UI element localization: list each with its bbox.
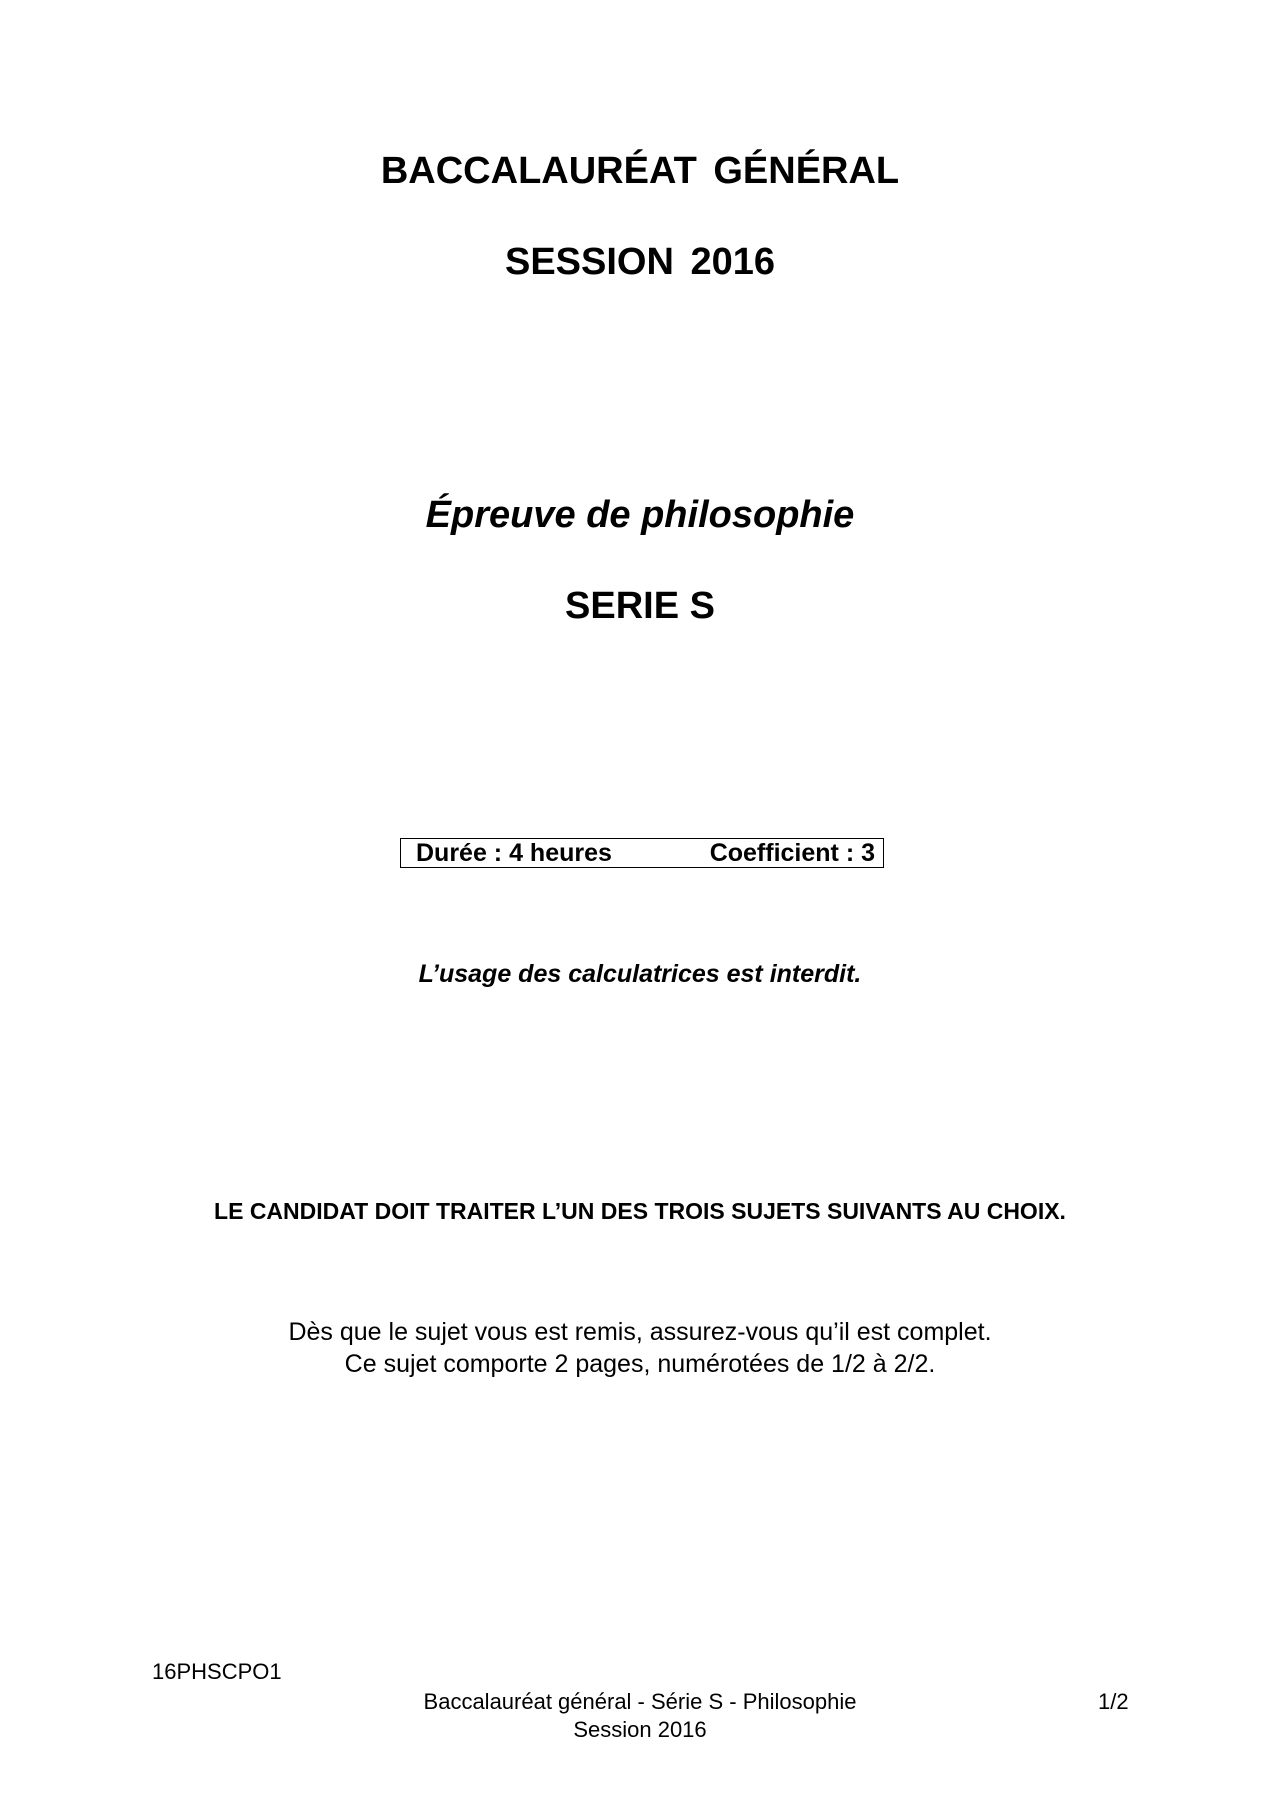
exam-title: BACCALAURÉAT GÉNÉRAL bbox=[380, 150, 900, 192]
footer-exam-name: Baccalauréat général - Série S - Philosophie bbox=[423, 1689, 857, 1714]
completeness-notice-line2: Ce sujet comporte 2 pages, numérotées de 1/2 à 2/2. bbox=[344, 1350, 936, 1378]
duration-label: Durée : 4 heures bbox=[416, 839, 612, 867]
page-number: 1/2 bbox=[1098, 1689, 1129, 1714]
candidate-instruction: LE CANDIDAT DOIT TRAITER L’UN DES TROIS SUJETS SUIVANTS AU CHOIX. bbox=[214, 1198, 1066, 1224]
calculator-notice: L’usage des calculatrices est interdit. bbox=[418, 960, 862, 988]
footer-session: Session 2016 bbox=[573, 1717, 707, 1742]
session-title: SESSION 2016 bbox=[504, 241, 776, 283]
coefficient-label: Coefficient : 3 bbox=[709, 839, 875, 867]
completeness-notice-line1: Dès que le sujet vous est remis, assurez-vous qu’il est complet. bbox=[288, 1318, 992, 1346]
duration-coefficient-box bbox=[400, 838, 884, 868]
exam-series: SERIE S bbox=[565, 585, 715, 627]
exam-subject: Épreuve de philosophie bbox=[425, 494, 855, 536]
exam-code: 16PHSCPO1 bbox=[152, 1659, 282, 1684]
